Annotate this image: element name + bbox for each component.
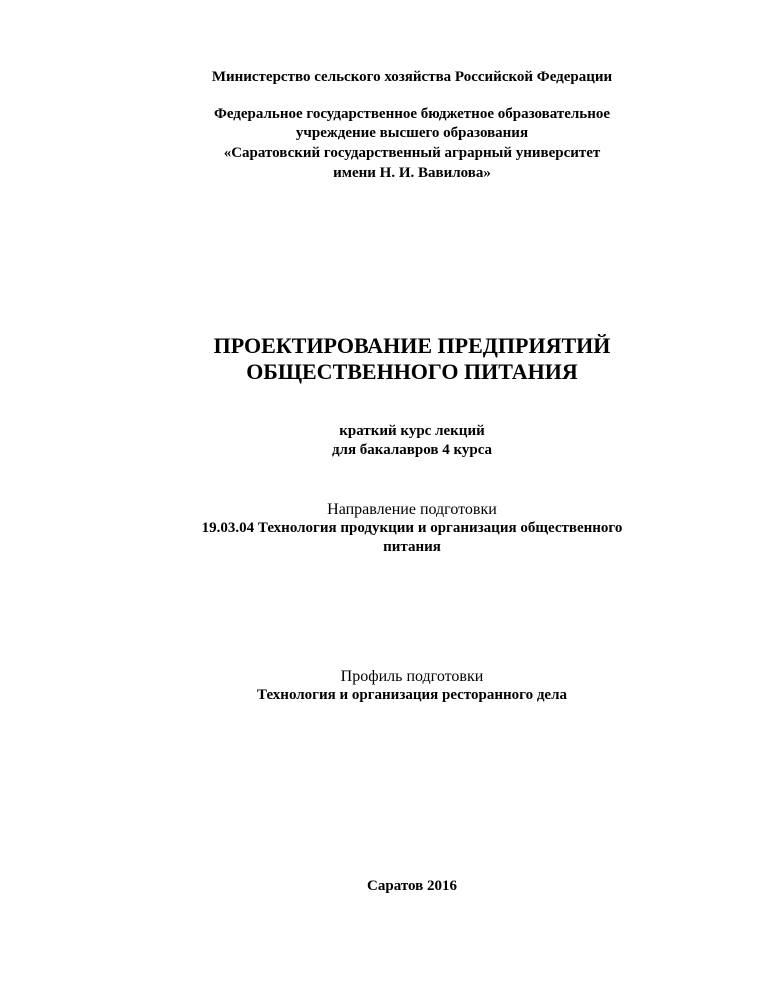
city-year: Саратов 2016 bbox=[367, 878, 457, 894]
subtitle-line: краткий курс лекций bbox=[339, 423, 485, 439]
ministry-heading: Министерство сельского хозяйства Российской Федерации bbox=[211, 69, 613, 85]
profile-label: Профиль подготовки bbox=[340, 668, 484, 685]
direction-value-line: питания bbox=[383, 539, 441, 555]
institution-line: учреждение высшего образования bbox=[295, 125, 529, 141]
institution-line: Федеральное государственное бюджетное образовательное bbox=[213, 106, 611, 122]
institution-line: «Саратовский государственный аграрный университет bbox=[223, 145, 601, 161]
document-title-line: ПРОЕКТИРОВАНИЕ ПРЕДПРИЯТИЙ bbox=[213, 333, 611, 358]
document-title-line: ОБЩЕСТВЕННОГО ПИТАНИЯ bbox=[246, 359, 578, 384]
subtitle-line: для бакалавров 4 курса bbox=[331, 442, 493, 458]
profile-value: Технология и организация ресторанного дела bbox=[257, 687, 567, 703]
direction-label: Направление подготовки bbox=[327, 501, 497, 518]
institution-line: имени Н. И. Вавилова» bbox=[333, 165, 491, 181]
direction-value-line: 19.03.04 Технология продукции и организация общественного bbox=[201, 520, 623, 536]
